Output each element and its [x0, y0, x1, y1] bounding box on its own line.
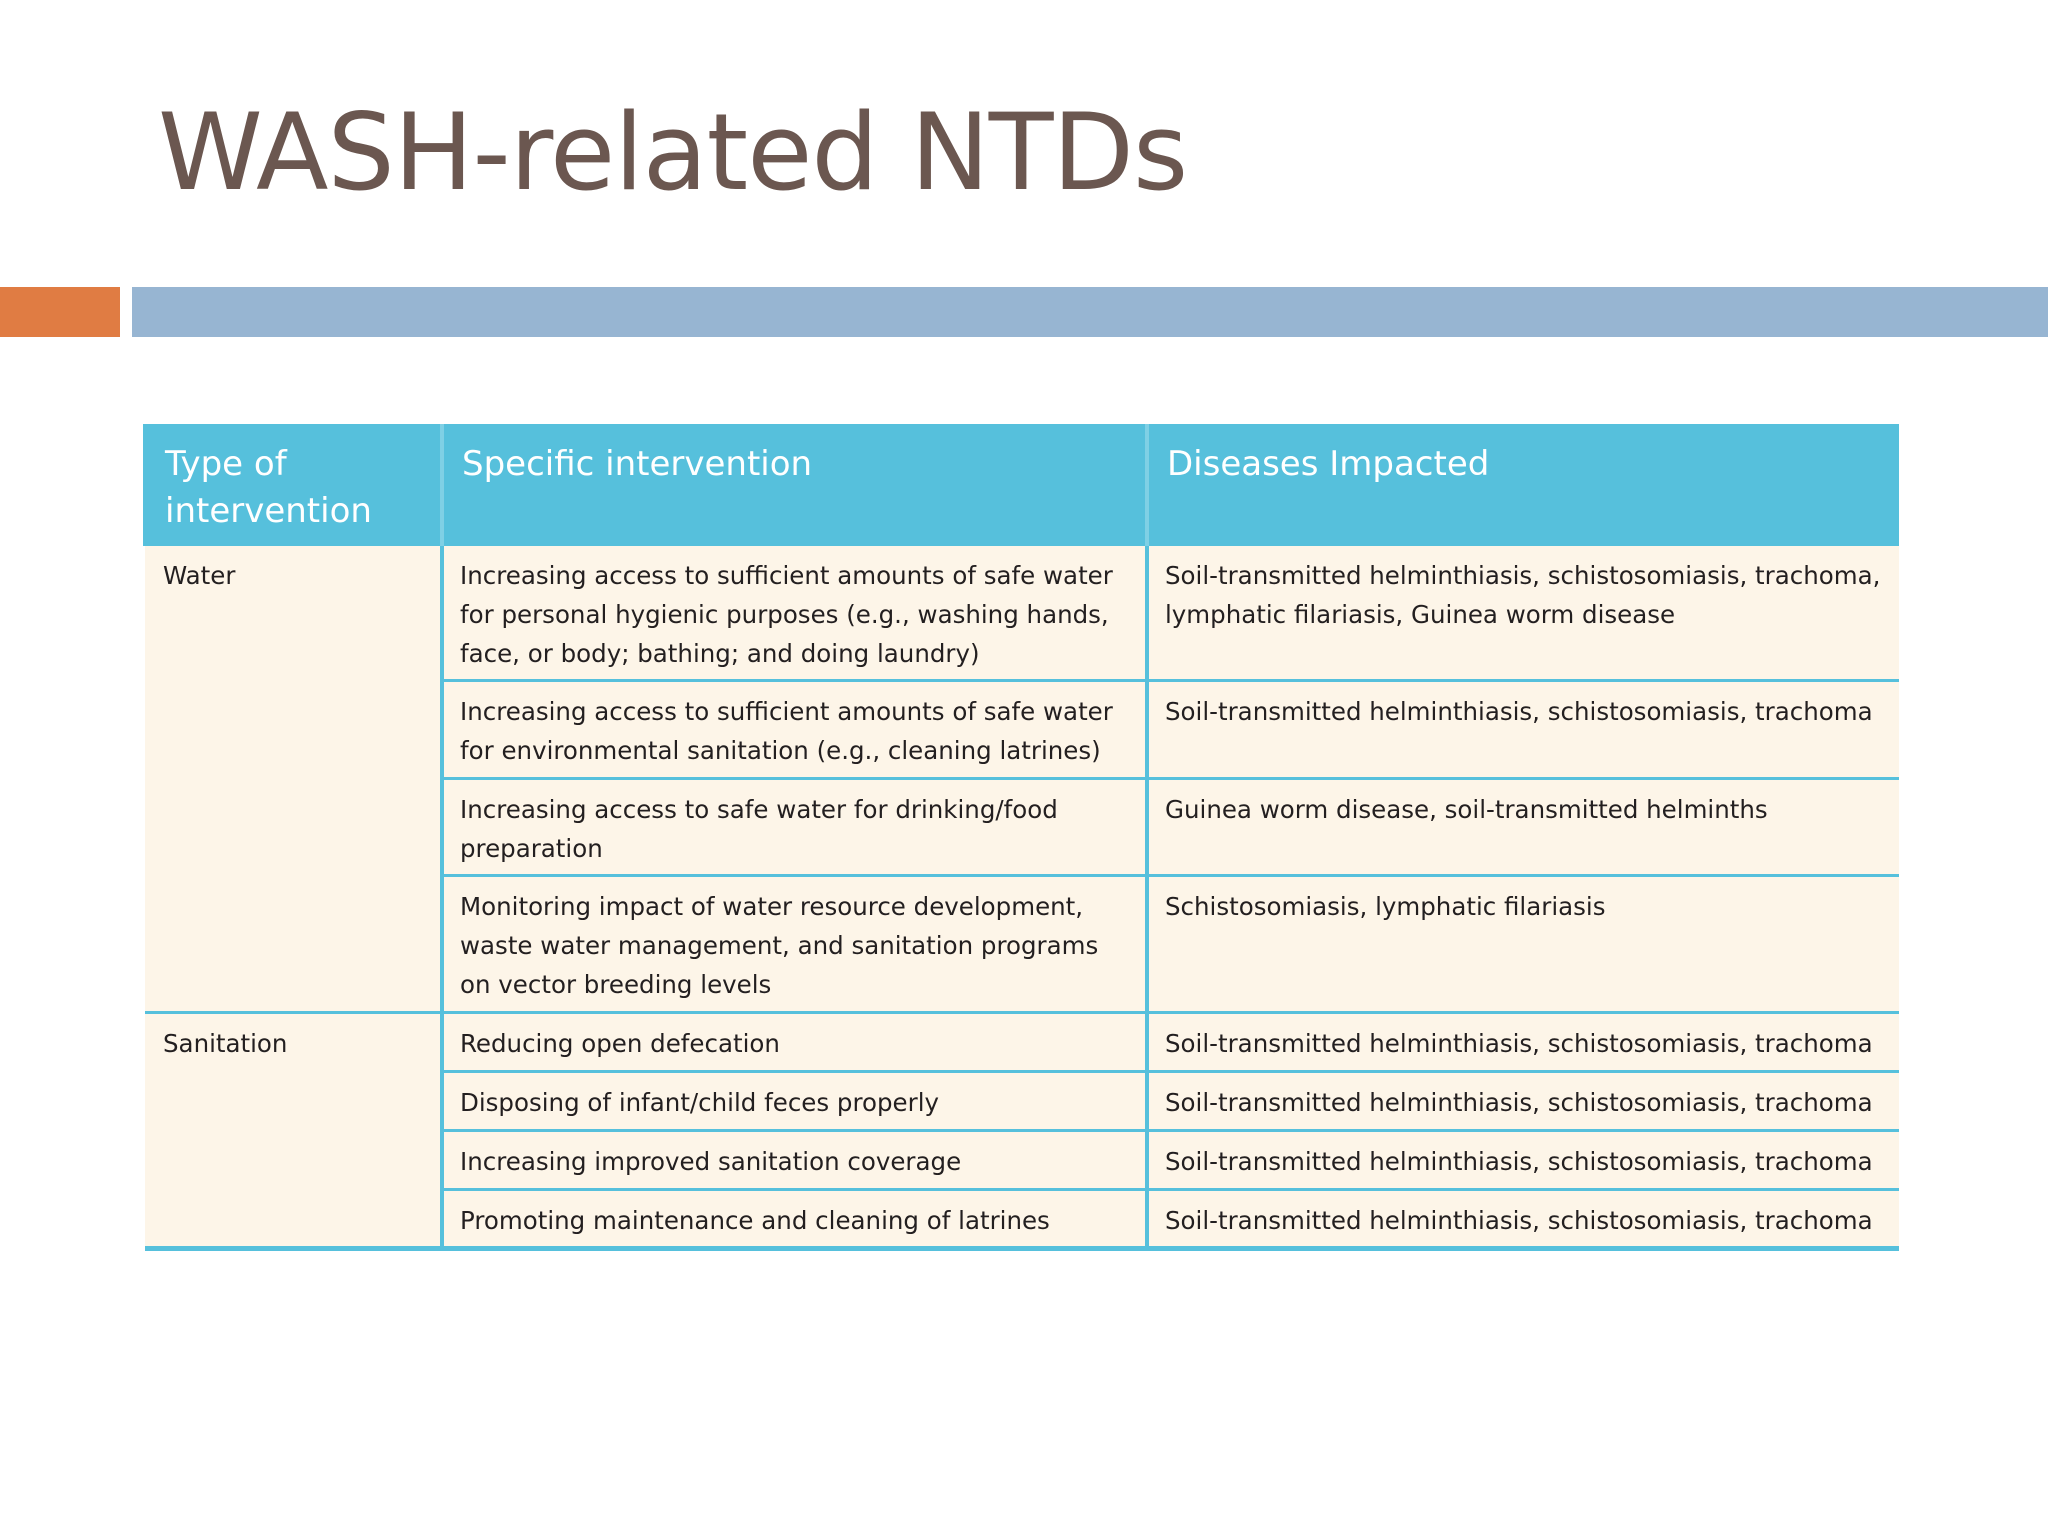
accent-bar-blue: [132, 287, 2048, 337]
intervention-type-water: Water: [145, 545, 442, 1013]
table-header-row: [145, 426, 1899, 545]
table-row: [145, 545, 1899, 681]
specific-intervention-cell: Increasing access to sufficient amounts of safe water for personal hygienic purposes (e.g., washing hands, face, or body; bathing; and doing laundry): [442, 545, 1147, 681]
diseases-cell: Soil-transmitted helminthiasis, schistosomiasis, trachoma: [1147, 1072, 1899, 1131]
interventions-table: [143, 424, 1899, 1251]
diseases-cell: Schistosomiasis, lymphatic filariasis: [1147, 876, 1899, 1013]
diseases-cell: Soil-transmitted helminthiasis, schistosomiasis, trachoma: [1147, 1013, 1899, 1072]
column-header-type: Type of intervention: [145, 426, 442, 545]
specific-intervention-cell: Reducing open defecation: [442, 1013, 1147, 1072]
specific-intervention-cell: Monitoring impact of water resource development, waste water management, and sanitation programs on vector breeding levels: [442, 876, 1147, 1013]
diseases-cell: Soil-transmitted helminthiasis, schistosomiasis, trachoma, lymphatic filariasis, Guinea worm disease: [1147, 545, 1899, 681]
specific-intervention-cell: Promoting maintenance and cleaning of latrines: [442, 1190, 1147, 1249]
slide-title: WASH-related NTDs: [158, 91, 1188, 214]
specific-intervention-cell: Increasing access to sufficient amounts of safe water for environmental sanitation (e.g., cleaning latrines): [442, 681, 1147, 779]
table-row: [145, 1013, 1899, 1072]
interventions-table-container: [143, 424, 1897, 1251]
diseases-cell: Soil-transmitted helminthiasis, schistosomiasis, trachoma: [1147, 1190, 1899, 1249]
diseases-cell: Soil-transmitted helminthiasis, schistosomiasis, trachoma: [1147, 681, 1899, 779]
diseases-cell: Soil-transmitted helminthiasis, schistosomiasis, trachoma: [1147, 1131, 1899, 1190]
specific-intervention-cell: Increasing access to safe water for drinking/food preparation: [442, 779, 1147, 876]
column-header-diseases: Diseases Impacted: [1147, 426, 1899, 545]
specific-intervention-cell: Disposing of infant/child feces properly: [442, 1072, 1147, 1131]
diseases-cell: Guinea worm disease, soil-transmitted helminths: [1147, 779, 1899, 876]
accent-bar-orange: [0, 287, 120, 337]
column-header-intervention: Specific intervention: [442, 426, 1147, 545]
intervention-type-sanitation: Sanitation: [145, 1013, 442, 1249]
specific-intervention-cell: Increasing improved sanitation coverage: [442, 1131, 1147, 1190]
